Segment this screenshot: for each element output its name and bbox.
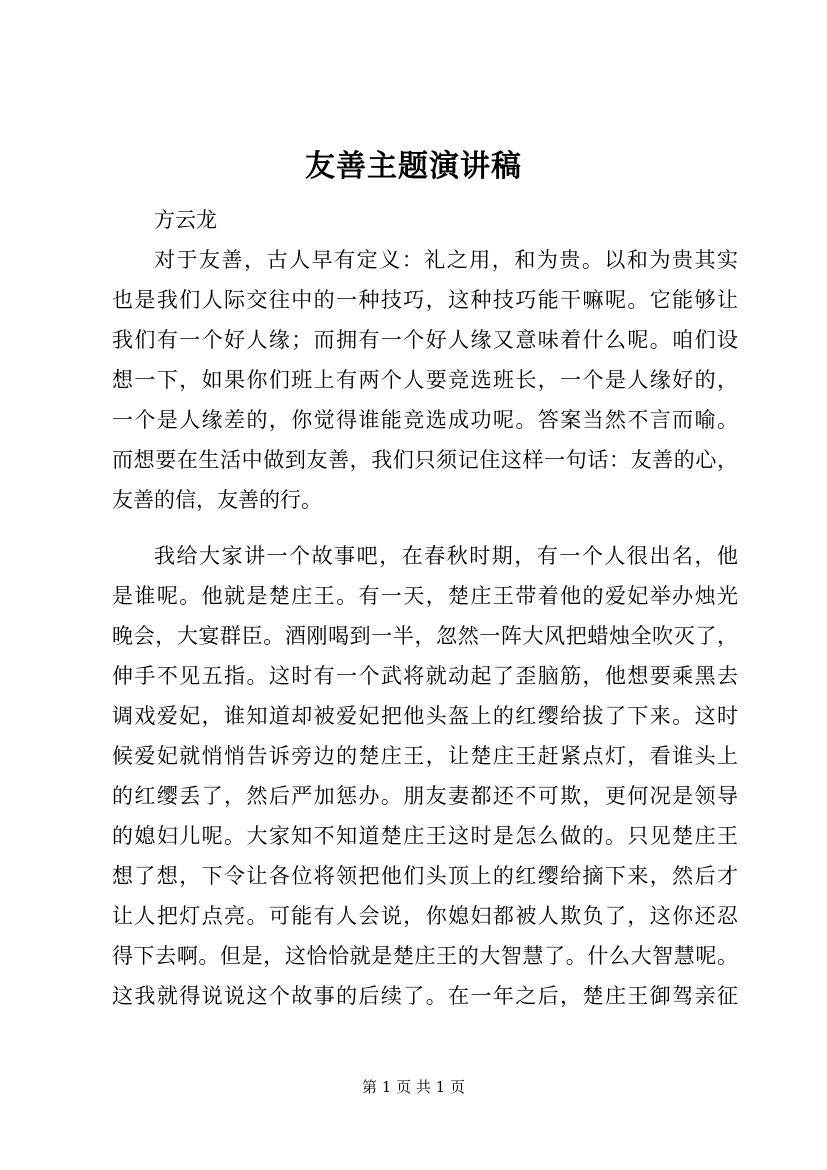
paragraph-line: 我们有一个好人缘；而拥有一个好人缘又意味着什么呢。咱们设 — [112, 328, 738, 352]
paragraph-line: 对于友善，古人早有定义：礼之用，和为贵。以和为贵其实 — [154, 248, 738, 272]
paragraph-line: 伸手不见五指。这时有一个武将就动起了歪脑筋，他想要乘黑去 — [112, 664, 738, 688]
paragraph-line: 我给大家讲一个故事吧，在春秋时期，有一个人很出名，他 — [154, 544, 738, 568]
paragraph-2 — [112, 536, 738, 1016]
author-line: 方云龙 — [154, 208, 217, 232]
paragraph-line: 得下去啊。但是，这恰恰就是楚庄王的大智慧了。什么大智慧呢。 — [112, 944, 738, 968]
paragraph-line: 候爱妃就悄悄告诉旁边的楚庄王，让楚庄王赶紧点灯，看谁头上 — [112, 744, 738, 768]
paragraph-line: 让人把灯点亮。可能有人会说，你媳妇都被人欺负了，这你还忍 — [112, 904, 738, 928]
paragraph-gap — [112, 520, 738, 536]
paragraph-line: 这我就得说说这个故事的后续了。在一年之后，楚庄王御驾亲征 — [112, 984, 738, 1008]
document-title: 友善主题演讲稿 — [305, 149, 522, 184]
document-body — [112, 200, 738, 1016]
paragraph-line: 友善的信，友善的行。 — [112, 488, 322, 512]
paragraph-line: 想一下，如果你们班上有两个人要竞选班长，一个是人缘好的， — [112, 368, 738, 392]
paragraph-line: 想了想，下令让各位将领把他们头顶上的红缨给摘下来，然后才 — [112, 864, 738, 888]
page-footer: 第 1 页 共 1 页 — [362, 1078, 465, 1096]
paragraph-line: 是谁呢。他就是楚庄王。有一天，楚庄王带着他的爱妃举办烛光 — [112, 584, 738, 608]
paragraph-line: 也是我们人际交往中的一种技巧，这种技巧能干嘛呢。它能够让 — [112, 288, 738, 312]
paragraph-line: 的红缨丢了，然后严加惩办。朋友妻都还不可欺，更何况是领导 — [112, 784, 738, 808]
paragraph-line: 晚会，大宴群臣。酒刚喝到一半，忽然一阵大风把蜡烛全吹灭了， — [112, 624, 738, 648]
paragraph-1 — [112, 240, 738, 520]
paragraph-line: 调戏爱妃，谁知道却被爱妃把他头盔上的红缨给拔了下来。这时 — [112, 704, 738, 728]
paragraph-line: 一个是人缘差的，你觉得谁能竞选成功呢。答案当然不言而喻。 — [112, 408, 738, 432]
paragraph-line: 的媳妇儿呢。大家知不知道楚庄王这时是怎么做的。只见楚庄王 — [112, 824, 738, 848]
paragraph-line: 而想要在生活中做到友善，我们只须记住这样一句话：友善的心， — [112, 448, 738, 472]
